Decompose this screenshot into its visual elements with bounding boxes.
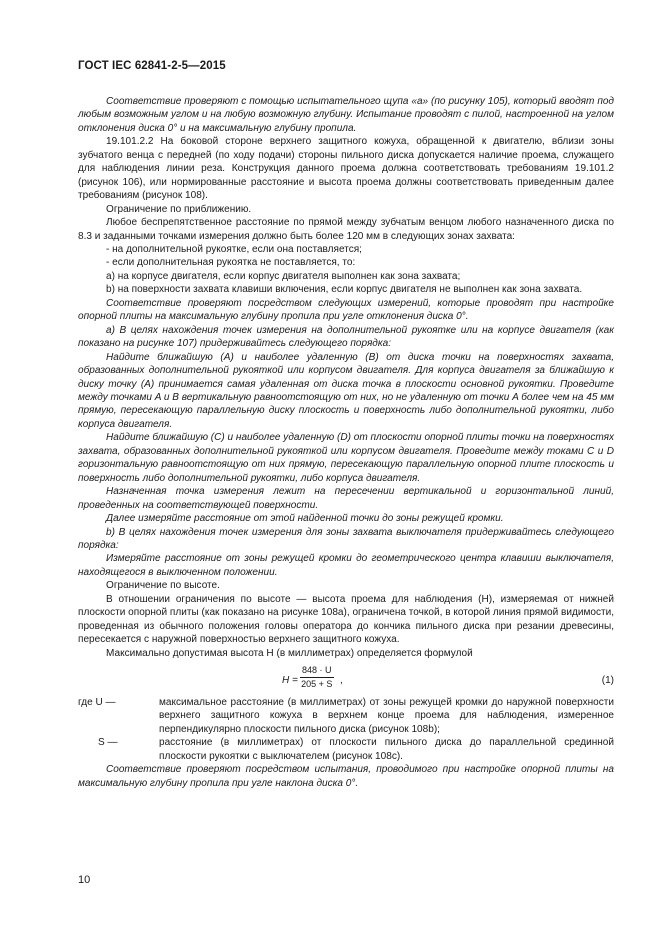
page-number: 10	[78, 874, 91, 886]
paragraph: В отношении ограничения по высоте — высота проема для наблюдения (H), измеряемая от нижней плоскости опорной плиты (как показано на рисунке 108a), ограничена точкой, в которой линия прямой видимости, проведенная из обычного положения головы оператора до кончика пильного диска при резании древесины, пересекается с наружной поверхностью верхнего защитного кожуха.	[78, 593, 614, 646]
definition-term: где U —	[78, 697, 116, 709]
paragraph: Измеряйте расстояние от зоны режущей кромки до геометрического центра клавиши выключателя, находящегося в выключенном положении.	[78, 553, 614, 578]
document-header: ГОСТ IEC 62841-2-5—2015	[78, 60, 226, 72]
formula-fraction	[300, 665, 334, 690]
paragraph: a) В целях нахождения точек измерения на дополнительной рукоятке или на корпусе двигателя (как показано на рисунке 107) придерживайтесь следующего порядка:	[78, 324, 614, 350]
formula-lhs: H =	[282, 675, 298, 687]
formula-comma: ,	[340, 675, 343, 687]
definition-U	[78, 696, 614, 736]
definition-term: S —	[98, 737, 118, 749]
paragraph: Ограничение по приближению.	[106, 203, 252, 215]
paragraph: Найдите ближайшую (C) и наиболее удаленную (D) от плоскости опорной плиты точки на поверхностях захвата, образованных дополнительной рукояткой или корпусом двигателя. Проведите между токами C и D горизонтальную равноотстоящую от них прямую, пересекающую параллельную опорной плите плоскость и поверхность либо дополнительной рукоятки, либо корпуса двигателя.	[78, 432, 614, 484]
definition-text: максимальное расстояние (в миллиметрах) от зоны режущей кромки до наружной поверхности верхнего защитного кожуха в верхнем конце проема для наблюдения, измеренное перпендикулярно плоскости пильного диска (рисунок 108b);	[159, 697, 614, 735]
list-item: - если дополнительная рукоятка не поставляется, то:	[106, 257, 356, 269]
formula-1	[78, 664, 614, 696]
formula-denominator: 205 + S	[301, 679, 333, 690]
formula-numerator: 848 · U	[300, 665, 334, 678]
definition-S	[78, 736, 614, 763]
paragraph: b) В целях нахождения точек измерения для зоны захвата выключателя придерживайтесь следующего порядка:	[78, 526, 614, 551]
paragraph: Любое беспрепятственное расстояние по прямой между зубчатым венцом любого назначенного диска по 8.3 и заданными точками измерения должно быть более 120 мм в следующих зонах захвата:	[78, 217, 614, 242]
list-item: b) на поверхности захвата клавиши включения, если корпус двигателя не выполнен как зона захвата.	[106, 284, 583, 296]
paragraph: Найдите ближайшую (A) и наиболее удаленную (B) от диска точки на поверхностях захвата, образованных дополнительной рукояткой или корпусом двигателя. Для корпуса двигателя за ближайшую к диску точку (A) принимается самая удаленная от диска точка в плоскости основной рукоятки. Проведите между точками A и B вертикальную равноотстоящую от них, но не удаленную от точки A более чем на 45 мм прямую, пересекающую параллельную диску плоскость и поверхность либо дополнительной рукоятки, либо корпуса двигателя.	[78, 351, 614, 430]
paragraph: Максимально допустимая высота H (в миллиметрах) определяется формулой	[106, 647, 473, 659]
paragraph: Соответствие проверяют посредством испытания, проводимого при настройке опорной плиты на максимальную глубину пропила при угле наклона диска 0°.	[78, 764, 614, 789]
list-item: - на дополнительной рукоятке, если она поставляется;	[106, 243, 362, 255]
paragraph: Соответствие проверяют с помощью испытательного щупа «а» (по рисунку 105), который вводят под любым возможным углом и на любую возможную глубину. Испытание проводят с пилой, настроенной на углом отклонения диска 0° и на максимальную глубину пропила.	[78, 96, 614, 134]
list-item: a) на корпусе двигателя, если корпус двигателя выполнен как зона захвата;	[106, 270, 461, 282]
clause-19-101-2-2: 19.101.2.2 На боковой стороне верхнего защитного кожуха, обращенной к двигателю, вблизи зоны зубчатого венца с передней (по ходу подачи) стороны пильного диска допускается наличие проема, служащего для наблюдения линии реза. Конструкция данного проема должна соответствовать требованиям 19.101.2 (рисунок 106), или нормированные расстояние и высота проема должны соответствовать приведенным далее требованиям (рисунок 108).	[78, 136, 614, 202]
definition-text: расстояние (в миллиметрах) от плоскости пильного диска до параллельной срединной плоскости рукоятки с выключателем (рисунок 108c).	[159, 737, 614, 762]
paragraph: Ограничение по высоте.	[106, 580, 220, 592]
formula-number: (1)	[601, 675, 614, 687]
paragraph: Соответствие проверяют посредством следующих измерений, которые проводят при настройке опорной плиты на максимальную глубину пропила при угле отклонения диска 0°.	[78, 297, 614, 323]
paragraph: Далее измеряйте расстояние от этой найденной точки до зоны режущей кромки.	[106, 513, 504, 525]
page-body	[78, 91, 614, 790]
paragraph: Назначенная точка измерения лежит на пересечении вертикальной и горизонтальной линий, проведенных на соответствующей поверхности.	[78, 486, 614, 511]
